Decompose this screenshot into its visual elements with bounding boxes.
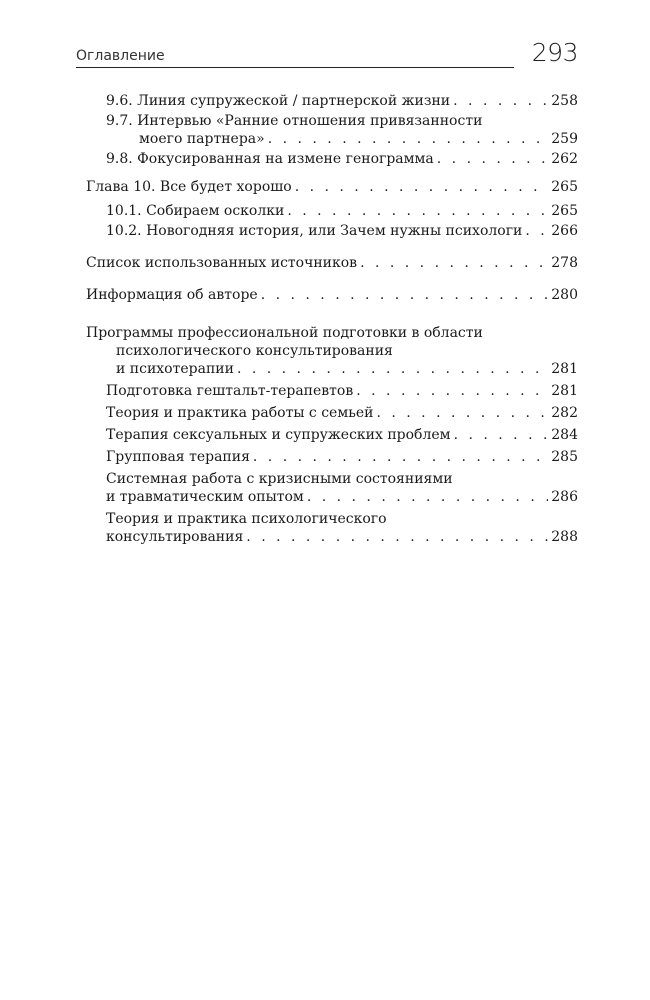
running-title: Оглавление xyxy=(76,48,165,64)
toc-entry-title-cont: и психотерапии xyxy=(116,361,234,377)
toc-entry-page: 284 xyxy=(551,427,578,443)
header-rule xyxy=(76,67,514,68)
toc-entry-title: Теория и практика работы с семьей xyxy=(106,405,374,421)
toc-entry-page: 282 xyxy=(551,405,578,421)
toc-entry xyxy=(86,324,578,378)
toc-entry xyxy=(86,404,578,422)
toc-entry-title: 9.7. Интервью «Ранние отношения привязанности xyxy=(106,113,483,129)
toc-entry-page: 281 xyxy=(551,383,578,399)
toc-entry-title: Групповая терапия xyxy=(106,449,250,465)
toc-entry xyxy=(86,286,578,304)
leader-dots xyxy=(246,528,548,546)
leader-dots xyxy=(437,150,548,168)
toc-entry xyxy=(86,470,578,506)
leader-dots xyxy=(295,178,549,196)
toc-entry-title-cont: психологического консультирования xyxy=(116,343,393,359)
leader-dots xyxy=(360,254,548,272)
toc-entry-title: Подготовка гештальт-терапевтов xyxy=(106,383,354,399)
toc-entry xyxy=(86,382,578,400)
leader-dots xyxy=(376,404,548,422)
page-header xyxy=(76,38,578,70)
leader-dots xyxy=(237,360,548,378)
toc-entry-page: 288 xyxy=(551,529,578,545)
page-number: 293 xyxy=(531,38,578,67)
toc-entry xyxy=(86,254,578,272)
toc-entry-page: 259 xyxy=(551,131,578,147)
toc-entry-page: 278 xyxy=(551,255,578,271)
toc-entry-title: 9.6. Линия супружеской / партнерской жизни xyxy=(106,93,451,109)
toc-entry-title: 10.2. Новогодняя история, или Зачем нужны психологи xyxy=(106,223,523,239)
toc-entry-page: 262 xyxy=(551,151,578,167)
leader-dots xyxy=(268,130,549,148)
toc-entry xyxy=(86,178,578,196)
leader-dots xyxy=(356,382,548,400)
toc-entry xyxy=(86,426,578,444)
toc-entry-page: 281 xyxy=(551,361,578,377)
toc-entry xyxy=(86,202,578,220)
toc-entry-title: 10.1. Собираем осколки xyxy=(106,203,285,219)
toc-entry xyxy=(86,150,578,168)
toc-entry-title: Теория и практика психологического xyxy=(106,511,387,527)
toc-entry-title: Терапия сексуальных и супружеских проблем xyxy=(106,427,451,443)
toc-entry-title: Список использованных источников xyxy=(86,255,358,271)
toc-entry xyxy=(86,510,578,546)
toc-entry xyxy=(86,92,578,110)
table-of-contents xyxy=(86,92,578,545)
toc-entry-page: 280 xyxy=(551,287,578,303)
toc-entry-page: 265 xyxy=(551,179,578,195)
toc-entry-title-cont: и травматическим опытом xyxy=(106,489,304,505)
leader-dots xyxy=(454,426,549,444)
toc-entry-title: Системная работа с кризисными состояниями xyxy=(106,471,453,487)
toc-entry-title: Глава 10. Все будет хорошо xyxy=(86,179,292,195)
leader-dots xyxy=(307,488,548,506)
toc-entry xyxy=(86,448,578,466)
toc-entry xyxy=(86,112,578,148)
leader-dots xyxy=(453,92,548,110)
leader-dots xyxy=(253,448,548,466)
toc-entry-title-cont: моего партнера» xyxy=(139,131,265,147)
toc-entry-page: 265 xyxy=(551,203,578,219)
toc-entry-page: 286 xyxy=(551,489,578,505)
toc-entry-title: 9.8. Фокусированная на измене генограмма xyxy=(106,151,434,167)
toc-entry-title: Программы профессиональной подготовки в области xyxy=(86,325,483,341)
toc-entry-title-cont: консультирования xyxy=(106,529,244,545)
toc-entry xyxy=(86,222,578,240)
leader-dots xyxy=(261,286,549,304)
toc-entry-page: 258 xyxy=(551,93,578,109)
leader-dots xyxy=(525,222,548,240)
leader-dots xyxy=(287,202,548,220)
toc-entry-page: 266 xyxy=(551,223,578,239)
toc-entry-page: 285 xyxy=(551,449,578,465)
toc-entry-title: Информация об авторе xyxy=(86,287,258,303)
